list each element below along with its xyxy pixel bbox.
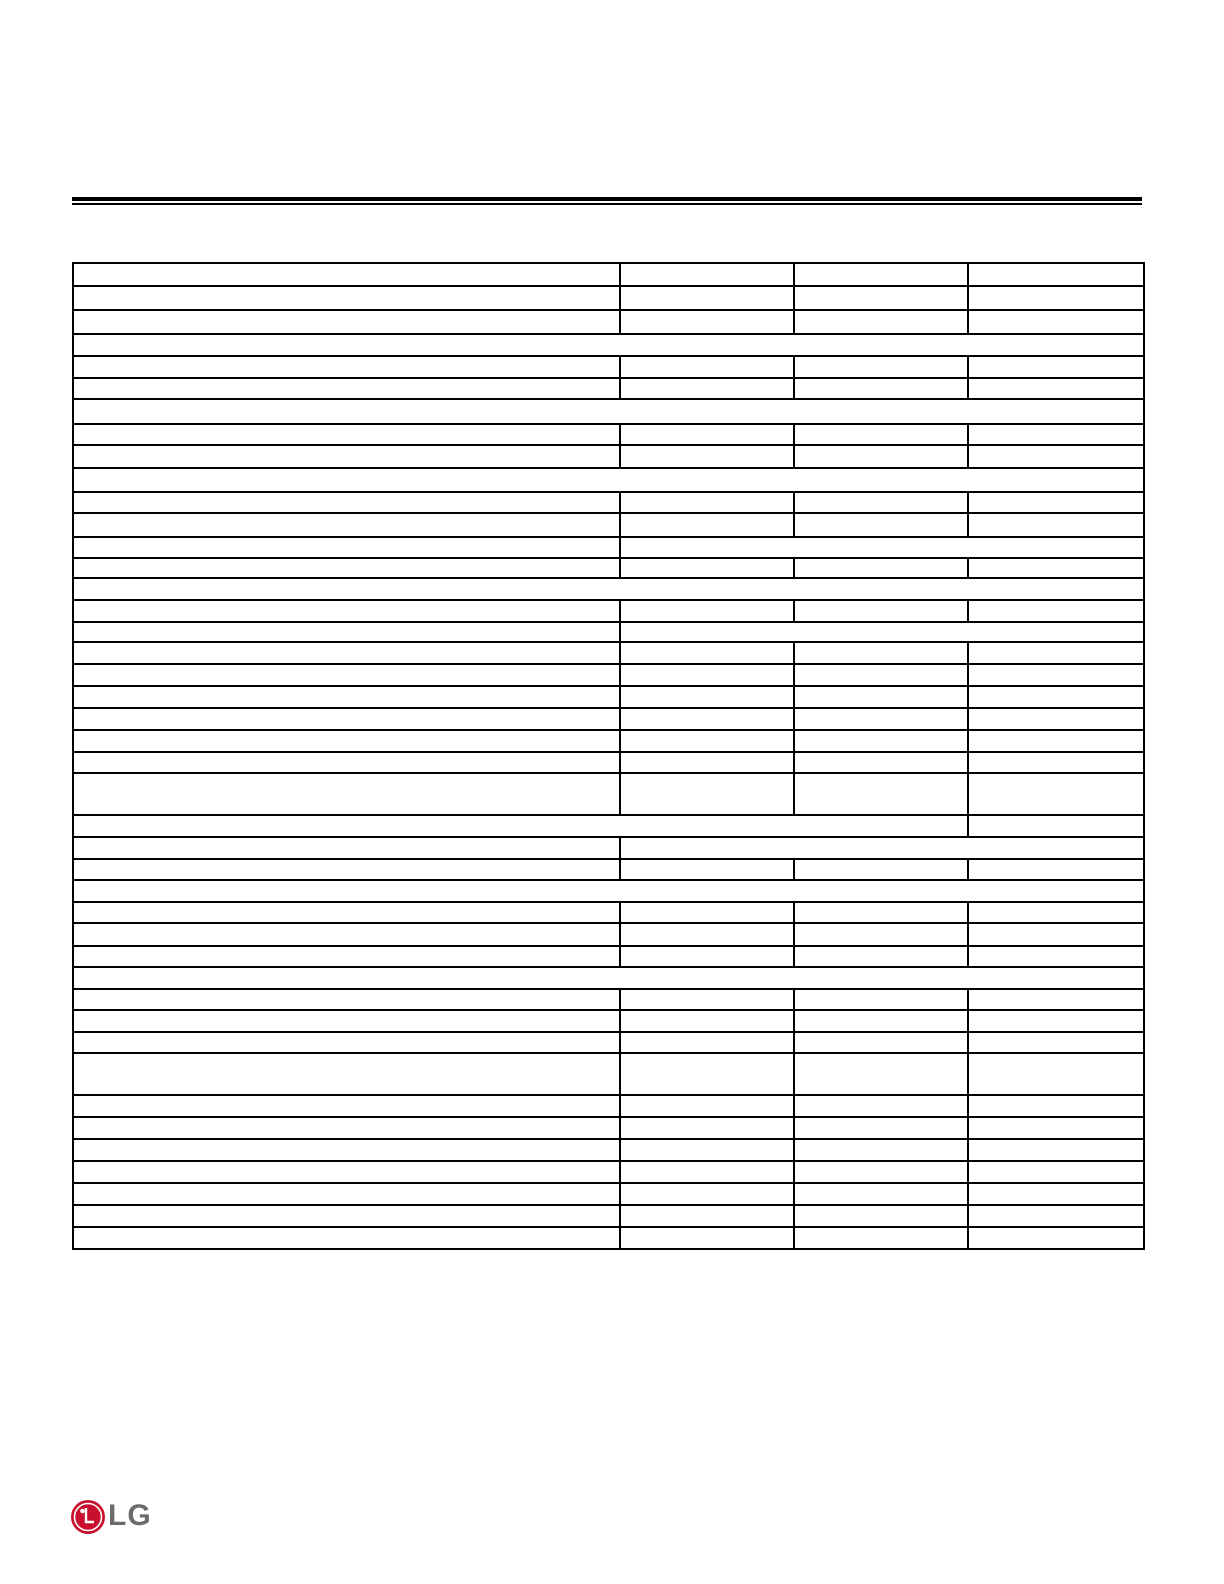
table-row — [73, 399, 1144, 424]
spec-value-cell — [794, 558, 968, 578]
spec-label-cell — [73, 1117, 620, 1139]
spec-value-cell — [794, 902, 968, 923]
spec-value-cell — [620, 859, 794, 880]
spec-value-cell — [620, 923, 794, 946]
table-row — [73, 967, 1144, 989]
spec-value-cell — [968, 1227, 1144, 1249]
table-row — [73, 378, 1144, 399]
spec-label-cell — [73, 600, 620, 622]
table-row — [73, 445, 1144, 468]
table-row — [73, 622, 1144, 642]
spec-label-cell — [73, 752, 620, 773]
spec-label-cell — [73, 989, 620, 1010]
section-header-cell — [73, 399, 1144, 424]
spec-value-cell — [968, 752, 1144, 773]
spec-value-cell — [968, 708, 1144, 730]
table-row — [73, 923, 1144, 946]
spec-value-cell — [968, 1139, 1144, 1161]
header-rule-thin — [72, 203, 1142, 205]
spec-value-cell — [794, 664, 968, 686]
spec-label-cell — [73, 356, 620, 378]
table-row — [73, 708, 1144, 730]
spec-label-cell — [73, 923, 620, 946]
table-row — [73, 286, 1144, 310]
model-column-cell — [794, 263, 968, 286]
lg-logo — [70, 1497, 160, 1535]
spec-value-cell — [794, 752, 968, 773]
table-row — [73, 1227, 1144, 1249]
spec-label-cell — [73, 1205, 620, 1227]
spec-value-cell — [794, 1183, 968, 1205]
table-row — [73, 815, 1144, 837]
spec-value-cell — [968, 730, 1144, 752]
table-row — [73, 730, 1144, 752]
spec-value-cell — [968, 492, 1144, 513]
spec-value-cell — [968, 1183, 1144, 1205]
spec-label-cell — [73, 837, 620, 859]
table-row — [73, 1183, 1144, 1205]
spec-value-cell — [620, 356, 794, 378]
table-row — [73, 686, 1144, 708]
spec-value-cell — [968, 902, 1144, 923]
table-row — [73, 859, 1144, 880]
table-row — [73, 263, 1144, 286]
spec-value-cell — [620, 600, 794, 622]
spec-value-cell — [620, 642, 794, 664]
spec-value-merged-cell — [620, 622, 1144, 642]
section-header-cell — [73, 967, 1144, 989]
spec-value-cell — [968, 946, 1144, 967]
spec-label-cell — [73, 558, 620, 578]
spec-value-cell — [620, 492, 794, 513]
spec-value-cell — [794, 1010, 968, 1032]
spec-value-cell — [794, 286, 968, 310]
table-row — [73, 334, 1144, 356]
table-row — [73, 424, 1144, 445]
spec-label-cell — [73, 424, 620, 445]
table-row — [73, 837, 1144, 859]
lg-logo-wordmark: LG — [108, 1499, 152, 1532]
specifications-table-body — [73, 263, 1144, 1249]
spec-value-cell — [968, 642, 1144, 664]
spec-label-cell — [73, 686, 620, 708]
spec-value-cell — [620, 773, 794, 815]
spec-value-cell — [968, 989, 1144, 1010]
spec-value-cell — [620, 1053, 794, 1095]
table-row — [73, 492, 1144, 513]
spec-value-cell — [968, 1161, 1144, 1183]
spec-value-cell — [794, 445, 968, 468]
spec-value-cell — [794, 1032, 968, 1053]
spec-value-cell — [620, 1205, 794, 1227]
spec-value-cell — [794, 642, 968, 664]
spec-value-cell — [794, 1095, 968, 1117]
spec-value-cell — [794, 923, 968, 946]
specifications-table — [72, 262, 1145, 1250]
table-row — [73, 310, 1144, 334]
table-row — [73, 880, 1144, 902]
table-row — [73, 989, 1144, 1010]
spec-label-cell — [73, 664, 620, 686]
model-column-cell — [620, 263, 794, 286]
spec-value-cell — [620, 1117, 794, 1139]
spec-value-cell — [968, 424, 1144, 445]
spec-label-cell — [73, 642, 620, 664]
spec-value-cell — [620, 1227, 794, 1249]
spec-value-cell — [620, 708, 794, 730]
spec-value-cell — [794, 1205, 968, 1227]
spec-value-cell — [620, 752, 794, 773]
table-row — [73, 1117, 1144, 1139]
spec-value-cell — [794, 310, 968, 334]
section-header-cell — [73, 880, 1144, 902]
spec-value-cell — [794, 513, 968, 537]
table-row — [73, 773, 1144, 815]
table-row — [73, 1095, 1144, 1117]
spec-value-cell — [794, 730, 968, 752]
spec-value-cell — [794, 424, 968, 445]
spec-value-cell — [968, 378, 1144, 399]
spec-value-cell — [620, 989, 794, 1010]
spec-value-cell — [968, 923, 1144, 946]
spec-value-cell — [794, 773, 968, 815]
spec-label-cell — [73, 378, 620, 399]
spec-value-merged-cell — [620, 537, 1144, 558]
spec-value-cell — [794, 492, 968, 513]
header-rule-thick — [72, 197, 1142, 201]
spec-label-cell — [73, 773, 620, 815]
spec-label-cell — [73, 445, 620, 468]
spec-value-cell — [968, 286, 1144, 310]
spec-label-cell — [73, 730, 620, 752]
spec-label-cell — [73, 492, 620, 513]
spec-value-cell — [794, 859, 968, 880]
spec-value-cell — [968, 513, 1144, 537]
spec-label-cell — [73, 946, 620, 967]
spec-value-cell — [968, 1095, 1144, 1117]
model-column-cell — [968, 263, 1144, 286]
spec-value-cell — [794, 1053, 968, 1095]
spec-value-cell — [794, 378, 968, 399]
spec-value-cell — [794, 946, 968, 967]
section-header-cell — [73, 468, 1144, 492]
spec-value-cell — [968, 773, 1144, 815]
table-row — [73, 356, 1144, 378]
spec-value-cell — [794, 1117, 968, 1139]
spec-label-cell — [73, 286, 620, 310]
spec-value-cell — [968, 859, 1144, 880]
lg-logo-icon — [70, 1499, 106, 1535]
spec-value-cell — [620, 946, 794, 967]
spec-label-cell — [73, 622, 620, 642]
spec-label-cell — [73, 1227, 620, 1249]
spec-value-cell — [620, 902, 794, 923]
spec-label-merged-cell — [73, 815, 968, 837]
spec-value-cell — [794, 600, 968, 622]
spec-value-cell — [620, 1161, 794, 1183]
spec-value-cell — [794, 356, 968, 378]
spec-label-cell — [73, 513, 620, 537]
spec-label-cell — [73, 1161, 620, 1183]
spec-value-cell — [968, 445, 1144, 468]
spec-label-cell — [73, 902, 620, 923]
spec-value-cell — [620, 730, 794, 752]
spec-value-cell — [968, 310, 1144, 334]
spec-value-cell — [968, 600, 1144, 622]
spec-value-cell — [794, 1139, 968, 1161]
table-row — [73, 1161, 1144, 1183]
table-row — [73, 513, 1144, 537]
table-row — [73, 1010, 1144, 1032]
spec-value-cell — [620, 1095, 794, 1117]
header-double-rule — [72, 197, 1142, 207]
spec-value-cell — [968, 664, 1144, 686]
spec-value-cell — [968, 356, 1144, 378]
spec-value-cell — [620, 286, 794, 310]
table-row — [73, 600, 1144, 622]
spec-label-cell — [73, 1053, 620, 1095]
spec-value-cell — [620, 1010, 794, 1032]
table-row — [73, 468, 1144, 492]
table-row — [73, 902, 1144, 923]
section-header-cell — [73, 334, 1144, 356]
table-row — [73, 578, 1144, 600]
spec-value-cell — [620, 1032, 794, 1053]
spec-value-cell — [968, 558, 1144, 578]
spec-label-cell — [73, 859, 620, 880]
spec-value-cell — [968, 1053, 1144, 1095]
spec-value-cell — [968, 1010, 1144, 1032]
spec-value-cell — [968, 1032, 1144, 1053]
spec-label-cell — [73, 708, 620, 730]
table-row — [73, 537, 1144, 558]
spec-value-cell — [620, 310, 794, 334]
section-header-cell — [73, 578, 1144, 600]
table-row — [73, 1205, 1144, 1227]
spec-value-cell — [620, 513, 794, 537]
spec-value-cell — [620, 558, 794, 578]
spec-label-cell — [73, 1010, 620, 1032]
spec-value-cell — [620, 686, 794, 708]
spec-value-cell — [620, 664, 794, 686]
table-row — [73, 642, 1144, 664]
header-label-cell — [73, 263, 620, 286]
spec-label-cell — [73, 1032, 620, 1053]
spec-value-cell — [794, 686, 968, 708]
table-row — [73, 558, 1144, 578]
spec-value-cell — [968, 686, 1144, 708]
spec-label-cell — [73, 537, 620, 558]
spec-label-cell — [73, 310, 620, 334]
spec-value-cell — [620, 1183, 794, 1205]
spec-value-cell — [794, 708, 968, 730]
spec-value-merged-cell — [620, 837, 1144, 859]
spec-label-cell — [73, 1095, 620, 1117]
table-row — [73, 664, 1144, 686]
spec-value-cell — [620, 1139, 794, 1161]
spec-value-cell — [794, 1227, 968, 1249]
table-row — [73, 946, 1144, 967]
spec-value-cell — [968, 1117, 1144, 1139]
table-row — [73, 752, 1144, 773]
spec-value-cell — [968, 815, 1144, 837]
table-row — [73, 1032, 1144, 1053]
spec-value-cell — [794, 989, 968, 1010]
table-row — [73, 1139, 1144, 1161]
spec-value-cell — [794, 1161, 968, 1183]
spec-label-cell — [73, 1139, 620, 1161]
spec-value-cell — [620, 445, 794, 468]
spec-value-cell — [620, 424, 794, 445]
spec-value-cell — [620, 378, 794, 399]
spec-value-cell — [968, 1205, 1144, 1227]
table-row — [73, 1053, 1144, 1095]
spec-label-cell — [73, 1183, 620, 1205]
